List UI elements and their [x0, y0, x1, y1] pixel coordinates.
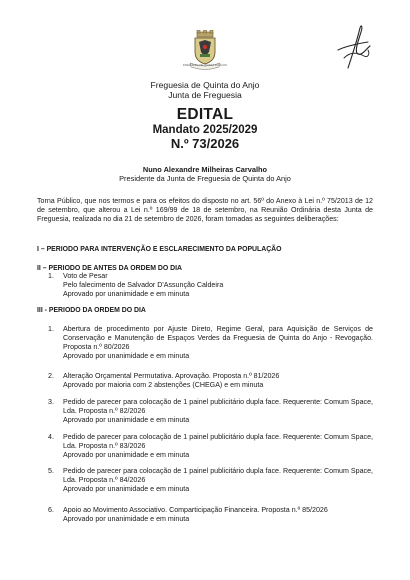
- item-approval: Aprovado por maioria com 2 abstenções (CHEGA) e em minuta: [63, 381, 264, 389]
- item-text: Pedido de parecer para colocação de 1 painel publicitário dupla face. Requerente: Comum Space, Lda. Proposta n.º 83/2026: [63, 433, 373, 450]
- list-item: [37, 398, 373, 428]
- item-approval: Aprovado por unanimidade e em minuta: [63, 290, 190, 298]
- parish-name: Freguesia de Quinta do Anjo: [150, 80, 260, 90]
- list-item: [37, 272, 373, 308]
- item-number: 2.: [48, 372, 54, 380]
- signatory-name: Nuno Alexandre Milheiras Carvalho: [142, 165, 268, 174]
- mandate-subtitle: Mandato 2025/2029: [152, 124, 258, 136]
- item-number: 6.: [48, 506, 54, 514]
- list-item: [37, 325, 373, 365]
- signatory-role: Presidente da Junta de Freguesia de Quinta do Anjo: [119, 174, 291, 183]
- section-heading-1: I – PERIODO PARA INTERVENÇÃO E ESCLARECIMENTO DA POPULAÇÃO: [37, 246, 282, 253]
- item-approval: Aprovado por unanimidade e em minuta: [63, 416, 190, 424]
- item-number: 4.: [48, 433, 54, 441]
- intro-paragraph: Torna Público, que nos termos e para os efeitos do disposto no art. 56º do Anexo à Lei n.º 75/2013 de 12 de setembro, que alterou a Lei n.º 169/99 de 18 de setembro, na Reunião Ordinária desta Junta de Freguesia, realizada no dia 21 de setembro de 2026, foram tomadas as seguintes deliberações:: [37, 197, 373, 223]
- section-heading-3: III - PERIODO DA ORDEM DO DIA: [37, 307, 146, 314]
- list-item: [37, 372, 373, 392]
- list-item: [37, 467, 373, 497]
- item-text: Apoio ao Movimento Associativo. Comparticipação Financeira. Proposta n.º 85/2026: [63, 506, 328, 514]
- item-text: Alteração Orçamental Permutativa. Aprovação. Proposta n.º 81/2026: [63, 372, 280, 380]
- item-text: Abertura de procedimento por Ajuste Direto, Regime Geral, para Aquisição de Serviços de Conservação e Manutenção de Espaços Verdes da Freguesia de Quinta do Anjo - Revogação. Proposta n.º 80/2026: [63, 325, 373, 351]
- item-number: 1.: [48, 272, 54, 280]
- item-number: 5.: [48, 467, 54, 475]
- item-text: Pedido de parecer para colocação de 1 painel publicitário dupla face. Requerente: Comum Space, Lda. Proposta n.º 82/2026: [63, 398, 373, 415]
- item-detail: Pelo falecimento de Salvador D'Assunção Caldeira: [63, 281, 224, 289]
- item-number: 1.: [48, 325, 54, 333]
- handwritten-signature: [334, 22, 374, 72]
- item-text: Pedido de parecer para colocação de 1 painel publicitário dupla face. Requerente: Comum Space, Lda. Proposta n.º 84/2026: [63, 467, 373, 484]
- list-item: [37, 506, 373, 526]
- item-number: 3.: [48, 398, 54, 406]
- item-title: Voto de Pesar: [63, 272, 108, 280]
- document-title: EDITAL: [176, 106, 234, 123]
- item-approval: Aprovado por unanimidade e em minuta: [63, 515, 190, 523]
- item-approval: Aprovado por unanimidade e em minuta: [63, 352, 190, 360]
- item-approval: Aprovado por unanimidade e em minuta: [63, 485, 190, 493]
- section-heading-2: II – PERIODO DE ANTES DA ORDEM DO DIA: [37, 265, 182, 272]
- crest-ribbon-text: FREGUESIA DE QUINTA DO ANJO: [182, 64, 228, 67]
- item-approval: Aprovado por unanimidade e em minuta: [63, 451, 190, 459]
- list-item: [37, 433, 373, 463]
- edital-number: N.º 73/2026: [170, 136, 240, 151]
- board-name: Junta de Freguesia: [168, 90, 242, 100]
